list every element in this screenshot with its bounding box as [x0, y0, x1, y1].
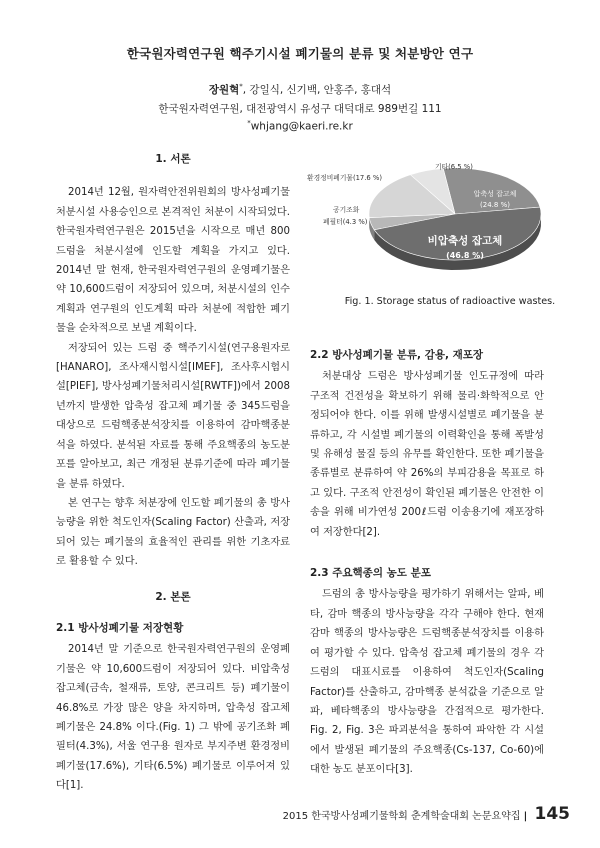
- pie-chart: [305, 152, 567, 290]
- section-1-title: 1. 서론: [155, 153, 191, 165]
- paper-title: 한국원자력연구원 핵주기시설 폐기물의 분류 및 처분방안 연구: [126, 46, 474, 61]
- page-number: 145: [534, 804, 570, 824]
- sec1-paragraph-2: 저장되어 있는 드럼 중 핵주기시설(연구용원자로[HANARO], 조사재시험시설[IMEF], 조사후시험시설[PIEF], 방사성폐기물처리시설[RWTF])에서 2008년까지 발생한 압축성 잡고체 폐기물 중 345드럼을 대상으로 드럼핵종분석장치를 이용하여 감마핵종분석을 하였다. 분석된 자료를 통해 주요핵종의 농도분포를 알아보고, 최근 개정된 분류기준에 따라 폐기물을 분류 하였다.: [56, 342, 290, 490]
- author-main: 장원혁: [208, 84, 240, 96]
- section-2-1-title: 2.1 방사성폐기물 저장현황: [56, 621, 184, 634]
- sec22-paragraph-1: 처분대상 드럼은 방사성폐기물 인도규정에 따라 구조적 건전성을 확보하기 위해 물리·화학적으로 안정되어야 한다. 이를 위해 발생시설별로 폐기물을 분류하고, 각 시설별 폐기물의 이력확인을 통해 폭발성 및 유해성 물질 등의 유무를 확인한다. 또한 폐기물을 종류별로 분류하여 약 26%의 부피감용을 목표로 하고 있다. 구조적 안전성이 확인된 폐기물은 안전한 이송을 위해 비가연성 200ℓ드럼 이송용기에 재포장하여 저장한다[2].: [310, 371, 544, 538]
- email-mark: *: [247, 119, 251, 127]
- sec21-paragraph-1: 2014년 말 기준으로 한국원자력연구원의 운영폐기물은 약 10,600드럼이 저장되어 있다. 비압축성 잡고체(금속, 철재류, 토양, 콘크리트 등) 폐기물이 46.8%로 가장 많은 양을 차지하며, 압축성 잡고체 폐기물은 24.8% 이다.(Fig. 1) 그 밖에 공기조화 폐필터(4.3%), 서울 연구용 원자로 부지주변 환경정비폐기물(17.6%), 기타(6.5%) 폐기물로 이루어져 있다[1].: [56, 644, 290, 792]
- authors: [0, 82, 600, 97]
- section-2-title: 2. 본론: [155, 590, 191, 603]
- page-footer: [283, 804, 570, 824]
- sec23-paragraph-1: 드럼의 총 방사능량을 평가하기 위해서는 알파, 베타, 감마 핵종의 방사능량을 각각 구해야 한다. 현재 감마 핵종의 방사능량은 드럼핵종분석장치를 이용하여 평가할 수 있다. 압축성 잡고체 폐기물의 경우 각 드럼의 대표시료를 이용하여 척도인자(Scaling Factor)를 산출하고, 감마핵종 분석값을 기준으로 알파, 베타핵종의 방사능량을 간접적으로 평가한다. Fig. 2, Fig. 3은 파괴분석을 통하여 파악한 각 시설에서 발생된 폐기물의 주요핵종(Cs-137, Co-60)에 대한 농도 분포이다[3].: [310, 589, 544, 776]
- right-column: [310, 346, 544, 780]
- label-compress-name: 압축성 잡고체: [473, 190, 517, 198]
- sec1-paragraph-1: 2014년 12월, 원자력안전위원회의 방사성폐기물처분시설 사용승인으로 본격적인 처분이 시작되었다. 한국원자력연구원은 2015년을 시작으로 매년 800드럼을 처분시설에 인도할 계획을 가지고 있다. 2014년 말 현재, 한국원자력연구원의 운영폐기물은 약 10,600드럼이 저장되어 있으며, 처분시설의 인수계획과 연구원의 인도계획 따라 처분에 적합한 폐기물을 순차적으로 보낼 계획이다.: [56, 187, 290, 335]
- section-2-2-title: 2.2 방사성폐기물 분류, 감용, 재포장: [310, 349, 484, 361]
- label-env: 환경정비폐기물(17.6 %): [307, 174, 383, 182]
- author-mark: *: [239, 82, 243, 91]
- label-filter-1: 공기조화: [333, 206, 360, 214]
- figure-1: [305, 152, 567, 290]
- footer-separator: |: [523, 811, 528, 822]
- label-compress-pct: (24.8 %): [480, 201, 510, 209]
- section-2-3-title: 2.3 주요핵종의 농도 분포: [310, 567, 431, 580]
- left-column: [56, 150, 290, 796]
- authors-rest: , 강일식, 신기백, 안홍주, 홍대석: [242, 84, 392, 96]
- label-noncompress-pct: (46.8 %): [446, 251, 484, 260]
- email-line: [0, 119, 600, 133]
- footer-text: 2015 한국방사성폐기물학회 춘계학술대회 논문요약집: [282, 811, 521, 822]
- figure-caption: Fig. 1. Storage status of radioactive wastes.: [344, 296, 556, 307]
- sec1-paragraph-3: 본 연구는 향후 처분장에 인도할 폐기물의 총 방사능량을 위한 척도인자(Scaling Factor) 산출과, 저장되어 있는 폐기물의 효율적인 관리를 위한 기초자료로 활용할 수 있다.: [56, 497, 290, 568]
- affiliation: 한국원자력연구원, 대전광역시 유성구 대덕대로 989번길 111: [158, 103, 442, 115]
- label-noncompress-name: 비압축성 잡고체: [427, 235, 503, 247]
- label-filter-2: 폐필터(4.3 %): [323, 218, 368, 226]
- email: whjang@kaeri.re.kr: [250, 120, 353, 133]
- label-etc: 기타(6.5 %): [435, 163, 473, 171]
